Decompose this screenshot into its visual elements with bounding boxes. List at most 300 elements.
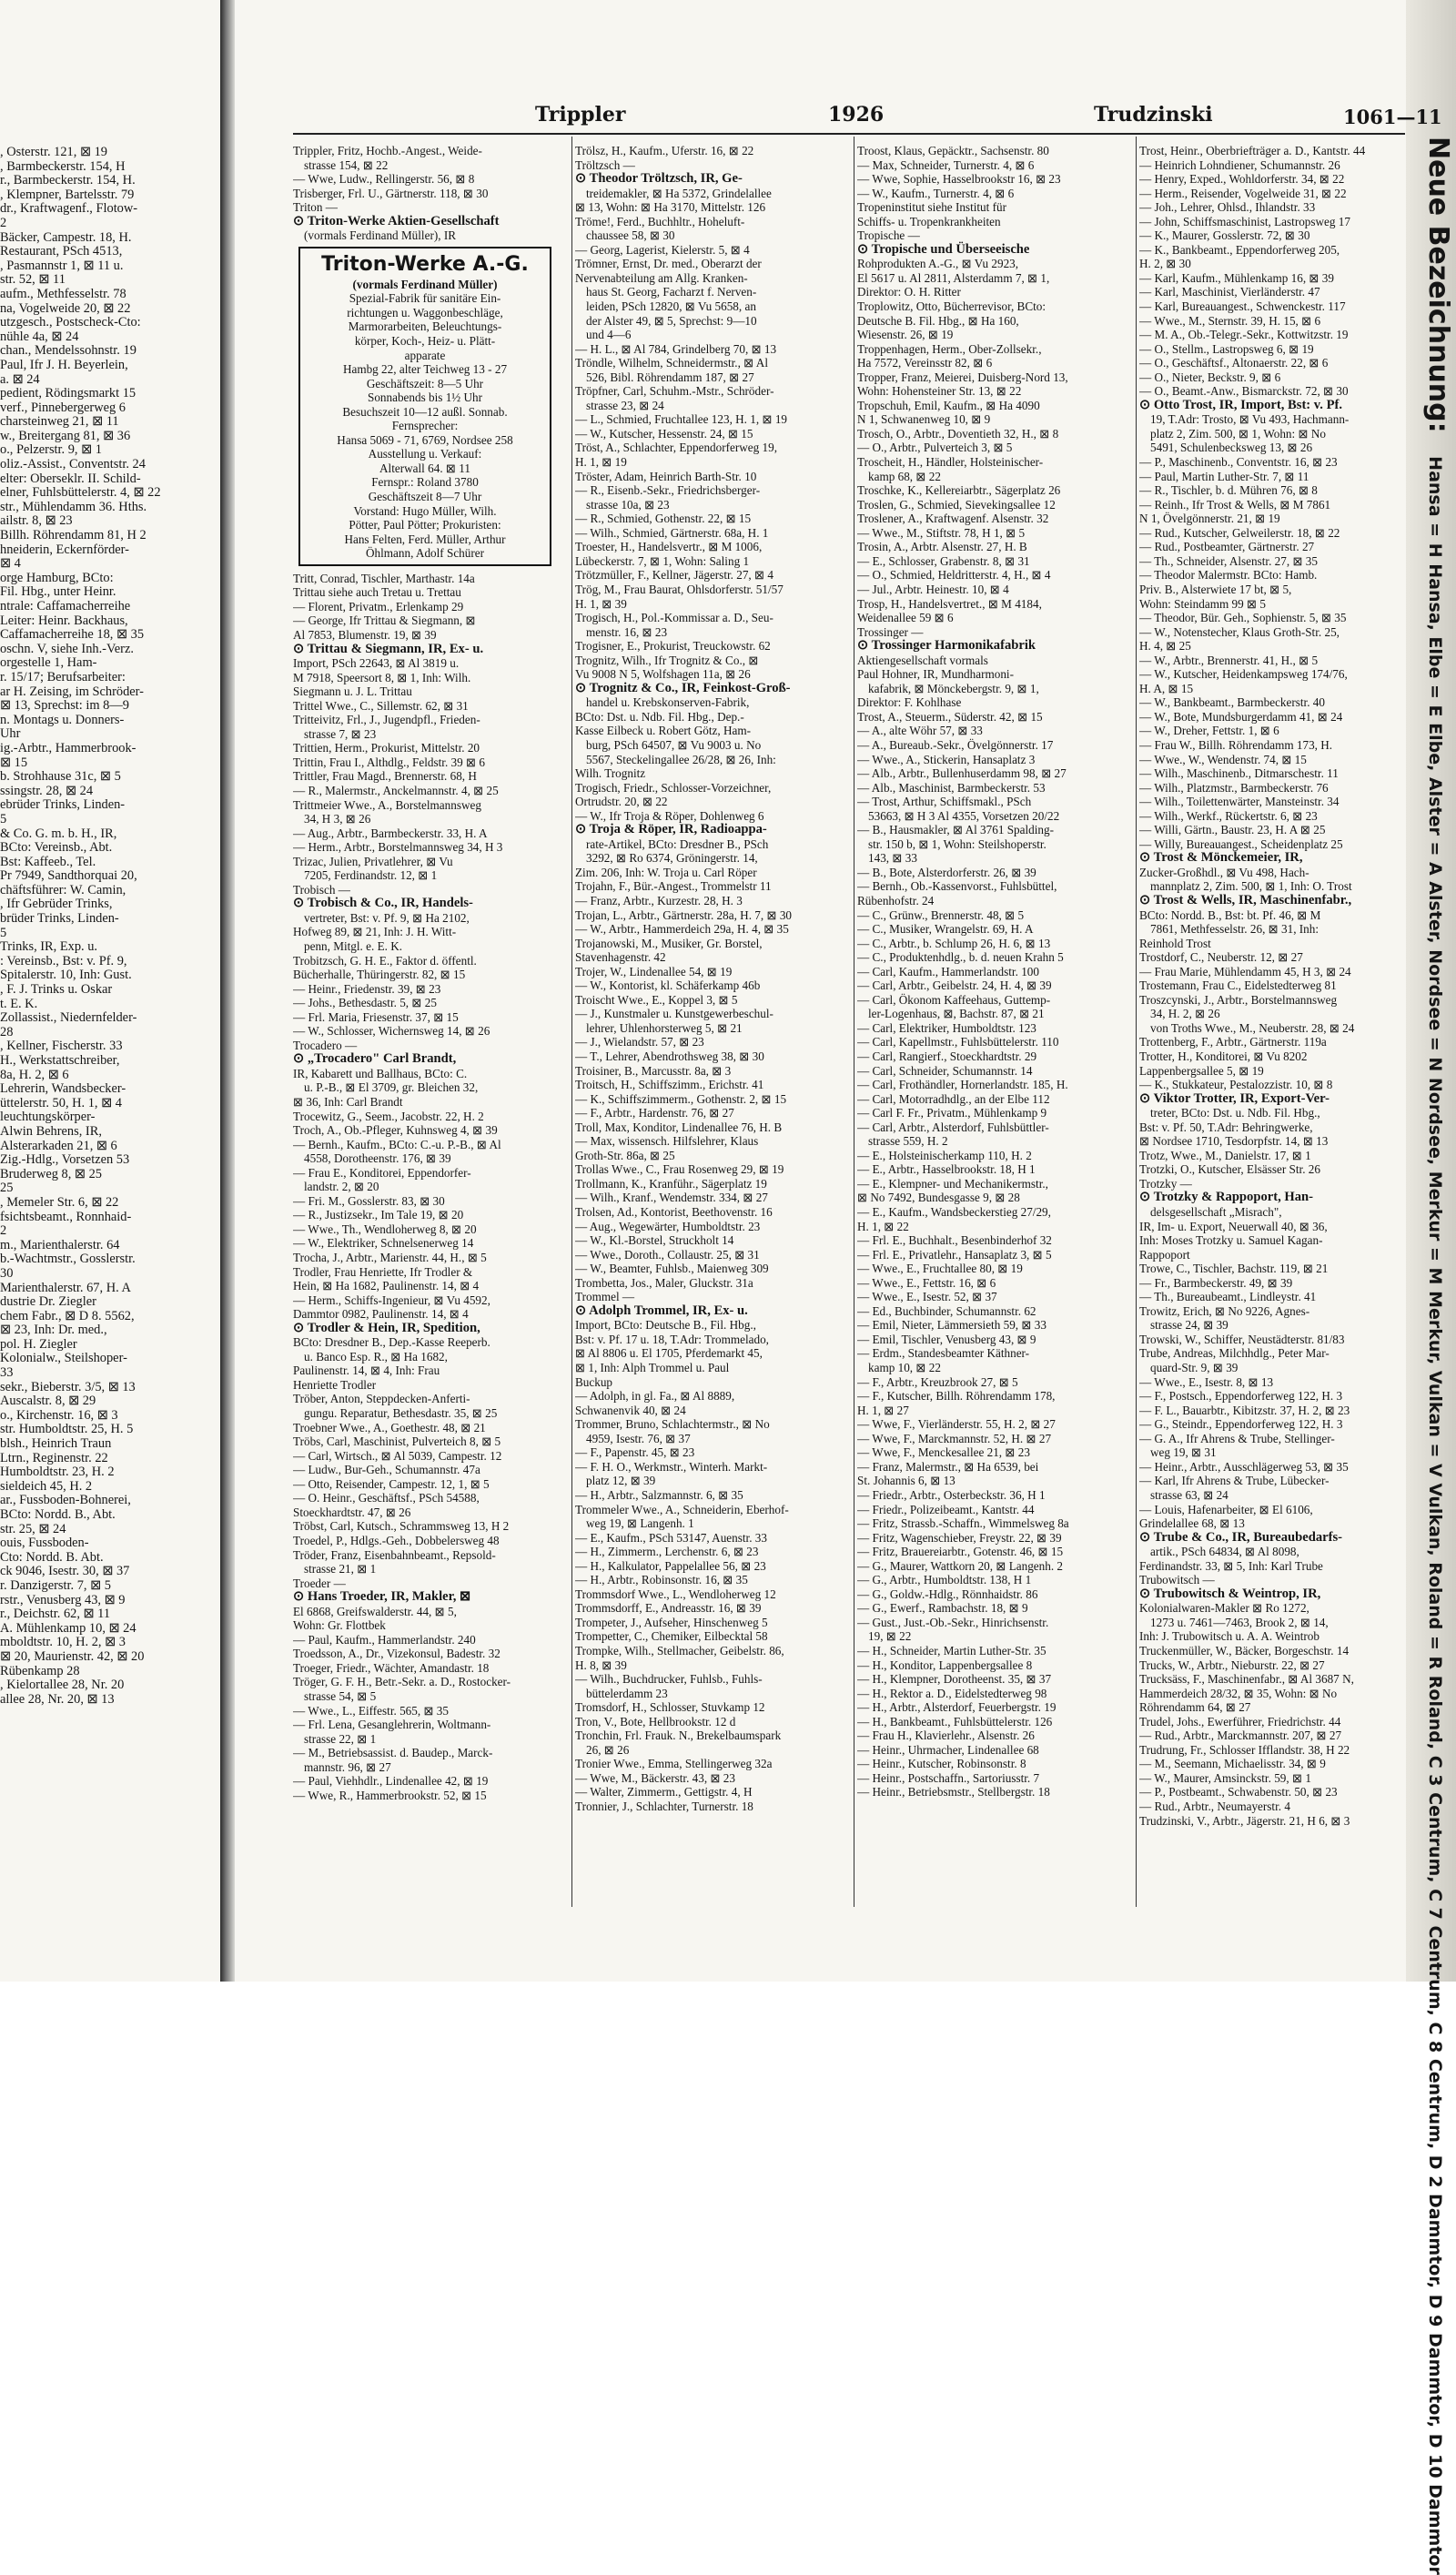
directory-entry-line: — Max, wissensch. Hilfslehrer, Klaus	[575, 1134, 759, 1149]
directory-entry-line: — Herm., Reisender, Vogelweide 31, ⊠ 22	[1139, 186, 1347, 200]
directory-entry-line: — M., Betriebsassist. d. Baudep., Marck-	[293, 1746, 493, 1760]
directory-entry-line: — H., Konditor, Lappenbergsallee 8	[857, 1658, 1033, 1672]
directory-entry-line: strasse 23, ⊠ 24	[586, 398, 664, 412]
directory-entry-line: Trittien, Herm., Prokurist, Mittelstr. 20	[293, 741, 480, 755]
directory-entry-line: — Aug., Wegewärter, Humboldtstr. 23	[575, 1219, 761, 1233]
directory-entry-line: a. ⊠ 24	[0, 371, 40, 387]
directory-entry-line: Kolonialw., Steilshoper-	[0, 1351, 127, 1366]
directory-entry-line: Lappenbergsallee 5, ⊠ 19	[1139, 1063, 1264, 1078]
directory-entry-line: — Fr., Barmbeckerstr. 49, ⊠ 39	[1139, 1275, 1293, 1290]
directory-entry-line: b. Strohhause 31c, ⊠ 5	[0, 769, 121, 785]
directory-entry-line: ⊠ 20, Maurienstr. 42, ⊠ 20	[0, 1648, 145, 1664]
directory-entry-line: — Heinr., Uhrmacher, Lindenallee 68	[857, 1742, 1039, 1757]
directory-entry-line: — W., Kutscher, Hessenstr. 24, ⊠ 15	[575, 426, 753, 441]
directory-entry-line: Tromsdorf, H., Schlosser, Stuvkamp 12	[575, 1700, 765, 1715]
directory-entry-line: Kasse Eilbeck u. Robert Götz, Ham-	[575, 724, 751, 738]
directory-entry-line: ⊠ 4	[0, 556, 21, 572]
directory-entry-line: Zig.-Hdlg., Vorsetzen 53	[0, 1152, 130, 1168]
directory-entry-line: — G., Arbtr., Humboldtstr. 138, H 1	[857, 1573, 1032, 1587]
directory-entry-line: Bst: v. Pf. 50, T.Adr: Behringwerke,	[1139, 1120, 1313, 1134]
directory-entry-line: — Carl, Rangierf., Stoeckhardtstr. 29	[857, 1049, 1037, 1063]
directory-entry-line: Troszcynski, J., Arbtr., Borstelmannsweg	[1139, 992, 1338, 1007]
directory-entry-line: — W., Dreher, Fettstr. 1, ⊠ 6	[1139, 724, 1279, 738]
directory-entry-line: weg 19, ⊠ 31	[1150, 1445, 1217, 1460]
directory-entry-line: Siegmann u. J. L. Trittau	[293, 684, 412, 699]
directory-entry-line: orgestelle 1, Ham-	[0, 655, 97, 671]
directory-entry-line: Trotz, Wwe., M., Danielstr. 17, ⊠ 1	[1139, 1148, 1311, 1162]
directory-entry-line: — Heinrich Lohndiener, Schumannstr. 26	[1139, 157, 1340, 172]
directory-entry-line: — Wwe., L., Eiffestr. 565, ⊠ 35	[293, 1703, 449, 1718]
directory-entry-line: ⊠ 36, Inh: Carl Brandt	[293, 1095, 403, 1109]
directory-entry-line: ler-Logenhaus, ⊠, Bachstr. 87, ⊠ 21	[868, 1007, 1045, 1021]
directory-entry-line: ssingstr. 28, ⊠ 24	[0, 783, 94, 798]
directory-entry-line: — Wwe, F., Menckesallee 21, ⊠ 23	[857, 1445, 1030, 1460]
directory-entry-line: — W., Kutscher, Heidenkampsweg 174/76,	[1139, 667, 1348, 682]
directory-entry-line: Trollmann, K., Kranführ., Sägerplatz 19	[575, 1176, 767, 1191]
directory-entry-line: — A., alte Wöhr 57, ⊠ 33	[857, 724, 983, 738]
directory-entry-line: — K., Schiffszimmerm., Gothenstr. 2, ⊠ 15	[575, 1091, 787, 1106]
directory-entry-line: Alwin Behrens, IR,	[0, 1123, 102, 1139]
directory-entry-line: — Theodor, Bür. Geh., Sophienstr. 5, ⊠ 35	[1139, 611, 1347, 625]
directory-entry-line: Trombetta, Jos., Maler, Gluckstr. 31a	[575, 1275, 753, 1290]
directory-entry-line: chaussee 58, ⊠ 30	[586, 228, 675, 243]
directory-entry-line: — Carl, Schneider, Schumannstr. 14	[857, 1063, 1033, 1078]
directory-entry-line: — Max, Schneider, Turnerstr. 4, ⊠ 6	[857, 157, 1035, 172]
directory-entry-line: — Friedr., Polizeibeamt., Kantstr. 44	[857, 1502, 1035, 1516]
directory-entry-line: — Rud., Kutscher, Gelweilerstr. 18, ⊠ 22	[1139, 525, 1340, 540]
directory-entry-line: Inh: Moses Trotzky u. Samuel Kagan-	[1139, 1233, 1323, 1248]
ad-line: Besuchszeit 10—12 außl. Sonnab.	[342, 404, 508, 419]
ad-line: Fernspr.: Roland 3780	[371, 475, 479, 490]
directory-entry-line: — P., Maschinenb., Conventstr. 16, ⊠ 23	[1139, 455, 1338, 470]
directory-entry-line: ⊠ 13, Wohn: ⊠ Ha 3170, Mittelstr. 126	[575, 200, 766, 215]
directory-entry-line: str. Humboldtstr. 25, H. 5	[0, 1422, 134, 1437]
directory-entry-line: — Wwe., W., Wendenstr. 74, ⊠ 15	[1139, 752, 1307, 766]
directory-entry-line: H. 4, ⊠ 25	[1139, 639, 1191, 654]
directory-entry-line: H. 1, ⊠ 27	[857, 1403, 909, 1417]
directory-entry-line: — Frl. E., Privatlehr., Hansaplatz 3, ⊠ 5	[857, 1247, 1052, 1262]
directory-entry-line: — L., Schmied, Fruchtallee 123, H. 1, ⊠ 19	[575, 412, 788, 427]
directory-entry-line: Tröpfner, Carl, Schuhm.-Mstr., Schröder-	[575, 384, 774, 399]
directory-entry-line: Tritt, Conrad, Tischler, Marthastr. 14a	[293, 571, 475, 585]
directory-entry-line: ck 9046, Isestr. 30, ⊠ 37	[0, 1564, 130, 1579]
directory-entry-line: — Paul, Martin Luther-Str. 7, ⊠ 11	[1139, 469, 1309, 483]
directory-entry-line: Nervenabteilung am Allg. Kranken-	[575, 270, 748, 285]
directory-entry-line: Trommeler Wwe., A., Schneiderin, Eberhof-	[575, 1502, 789, 1516]
directory-entry-line: — E., Schlosser, Grabenstr. 8, ⊠ 31	[857, 553, 1030, 568]
directory-entry-line: BCto: Nordd. B., Abt.	[0, 1507, 116, 1522]
directory-entry-line: lehrer, Uhlenhorsterweg 5, ⊠ 21	[586, 1020, 743, 1035]
directory-entry-line: Inh: J. Trubowitsch u. A. A. Weintrob	[1139, 1629, 1320, 1644]
directory-entry-line: Zucker-Großhdl., ⊠ Vu 498, Hach-	[1139, 865, 1309, 879]
directory-entry-line: ⊠ 1, Inh: Alph Trommel u. Paul	[575, 1361, 730, 1375]
directory-entry-line: , Memeler Str. 6, ⊠ 22	[0, 1194, 119, 1210]
directory-entry-line: Stoeckhardtstr. 47, ⊠ 26	[293, 1505, 411, 1519]
directory-entry-line: Trompke, Wilh., Stellmacher, Geibelstr. 86,	[575, 1643, 784, 1658]
header-last-entry: Trudzinski	[1094, 103, 1213, 127]
directory-entry-line: Tröder, Franz, Eisenbahnbeamt., Repsold-	[293, 1547, 496, 1562]
directory-entry-line: ⊙ Trube & Co., IR, Bureaubedarfs-	[1139, 1529, 1343, 1545]
directory-entry-line: Direktor: F. Kohlhase	[857, 695, 962, 710]
directory-entry-line: Caffamacherreihe 18, ⊠ 35	[0, 627, 145, 643]
directory-entry-line: 28	[0, 1024, 14, 1039]
directory-entry-line: 4959, Isestr. 76, ⊠ 37	[586, 1431, 691, 1445]
directory-entry-line: Ferdinandstr. 33, ⊠ 5, Inh: Karl Trube	[1139, 1558, 1323, 1573]
directory-entry-line: Troitsch, H., Schiffszimm., Erichstr. 41	[575, 1078, 764, 1092]
directory-entry-line: Truckenmüller, W., Bäcker, Borgeschstr. 14	[1139, 1643, 1350, 1658]
directory-entry-line: Bruderweg 8, ⊠ 25	[0, 1166, 102, 1181]
directory-entry-line: Trittler, Frau Magd., Brennerstr. 68, H	[293, 769, 477, 784]
directory-entry-line: nühle 4a, ⊠ 24	[0, 329, 79, 344]
directory-entry-line: — E., Arbtr., Hasselbrookstr. 18, H 1	[857, 1162, 1036, 1177]
directory-entry-line: chan., Mendelssohnstr. 19	[0, 343, 136, 359]
directory-entry-line: Trostdorf, C., Neuberstr. 12, ⊠ 27	[1139, 950, 1303, 965]
directory-entry-line: kafabrik, ⊠ Mönckebergstr. 9, ⊠ 1,	[868, 681, 1039, 695]
directory-entry-line: Restaurant, PSch 4513,	[0, 244, 123, 259]
header-year: 1926	[828, 103, 885, 127]
directory-entry-line: haus St. Georg, Facharzt f. Nerven-	[586, 285, 757, 299]
directory-entry-line: Trisberger, Frl. U., Gärtnerstr. 118, ⊠ 30	[293, 186, 489, 200]
directory-entry-line: platz 2, Zim. 500, ⊠ 1, Wohn: ⊠ No	[1150, 426, 1326, 441]
directory-entry-line: Trolsen, Ad., Kontorist, Beethovenstr. 16	[575, 1205, 773, 1220]
directory-entry-line: 53663, ⊠ H 3 Al 4355, Vorsetzen 20/22	[868, 808, 1060, 823]
directory-entry-line: ntrale: Caffamacherreihe	[0, 599, 131, 613]
directory-entry-line: — T., Lehrer, Abendrothsweg 38, ⊠ 30	[575, 1049, 764, 1063]
directory-entry-line: elner, Fuhlsbüttelerstr. 4, ⊠ 22	[0, 485, 161, 501]
directory-entry-line: — Carl, Elektriker, Humboldtstr. 123	[857, 1020, 1036, 1035]
directory-entry-line: — Wilh., Maschinenb., Ditmarschestr. 11	[1139, 766, 1339, 781]
directory-entry-line: Troll, Max, Konditor, Lindenallee 76, H. B	[575, 1120, 783, 1134]
directory-entry-line: ⊙ Adolph Trommel, IR, Ex- u.	[575, 1303, 748, 1318]
directory-entry-line: 25	[0, 1181, 14, 1196]
directory-entry-line: Schiffs- u. Tropenkrankheiten	[857, 214, 1001, 228]
directory-entry-line: Tritteivitz, Frl., J., Jugendpfl., Frieden-	[293, 713, 480, 727]
directory-entry-line: ⊙ Hans Troeder, IR, Makler, ⊠	[293, 1589, 471, 1605]
directory-entry-line: Fil. Hbg., unter Heinr.	[0, 584, 116, 600]
directory-entry-line: — K., Stukkateur, Pestalozzistr. 10, ⊠ 8	[1139, 1078, 1333, 1092]
directory-entry-line: Troedel, P., Hdlgs.-Geh., Dobbelersweg 48	[293, 1533, 500, 1547]
ad-line: Vorstand: Hugo Müller, Wilh.	[353, 503, 497, 518]
directory-entry-line: — Karl, Maschinist, Vierländerstr. 47	[1139, 285, 1320, 299]
directory-entry-line: Trudzinski, V., Arbtr., Jägerstr. 21, H 6, ⊠ 3	[1139, 1813, 1350, 1828]
directory-entry-line: u. Banco Esp. R., ⊠ Ha 1682,	[304, 1349, 448, 1364]
directory-entry-line: — Franz, Malermstr., ⊠ Ha 6539, bei	[857, 1459, 1039, 1474]
directory-entry-line: — Carl, Frothändler, Hornerlandstr. 185, H.	[857, 1078, 1068, 1092]
directory-entry-line: Trocha, J., Arbtr., Marienstr. 44, H., ⊠ 5	[293, 1251, 487, 1265]
directory-entry-line: — Wilh., Kranf., Wendemstr. 334, ⊠ 27	[575, 1191, 768, 1205]
directory-entry-line: — Franz, Arbtr., Kurzestr. 28, H. 3	[575, 893, 743, 907]
directory-entry-line: H. 1, ⊠ 19	[575, 455, 627, 470]
directory-entry-line: , Kellner, Fischerstr. 33	[0, 1039, 123, 1054]
directory-entry-line: strasse 559, H. 2	[868, 1134, 948, 1149]
directory-entry-line: — H., Arbtr., Alsterdorf, Feuerbergstr. 19	[857, 1700, 1057, 1715]
directory-entry-line: leiden, PSch 12820, ⊠ Vu 5658, an	[586, 299, 756, 314]
directory-entry-line: — Wwe, Sophie, Hasselbrookstr 16, ⊠ 23	[857, 172, 1061, 187]
directory-entry-line: 5	[0, 811, 7, 826]
directory-entry-line: — F., Arbtr., Kreuzbrook 27, ⊠ 5	[857, 1374, 1018, 1389]
directory-entry-line: — Wwe., Th., Wendloherweg 8, ⊠ 20	[293, 1222, 477, 1236]
directory-entry-line: — B., Bote, Alsterdorferstr. 26, ⊠ 39	[857, 865, 1036, 879]
directory-entry-line: penn, Mitgl. e. E. K.	[304, 938, 403, 953]
directory-entry-line: landstr. 2, ⊠ 20	[304, 1180, 379, 1194]
directory-entry-line: , Klempner, Bartelsstr. 79	[0, 187, 135, 202]
directory-entry-line: ⊠ No 7492, Bundesgasse 9, ⊠ 28	[857, 1191, 1020, 1205]
directory-entry-line: 34, H 3, ⊠ 26	[304, 812, 371, 826]
directory-entry-line: Paul, Ifr J. H. Beyerlein,	[0, 357, 128, 372]
directory-entry-line: — F. H. O., Werkmstr., Winterh. Markt-	[575, 1459, 768, 1474]
directory-entry-line: Buckup	[575, 1374, 613, 1389]
directory-entry-line: strasse 154, ⊠ 22	[304, 157, 389, 172]
directory-entry-line: strasse 22, ⊠ 1	[304, 1731, 377, 1746]
directory-entry-line: oschn. V, siehe Inh.-Verz.	[0, 641, 134, 656]
directory-entry-line: — Karl, Ifr Ahrens & Trube, Lübecker-	[1139, 1474, 1330, 1488]
directory-entry-line: Trottenberg, F., Arbtr., Gärtnerstr. 119a	[1139, 1035, 1327, 1049]
triton-advertisement	[298, 247, 551, 566]
directory-entry-line: kamp 68, ⊠ 22	[868, 469, 941, 483]
directory-entry-line: 5567, Steckelingallee 26/28, ⊠ 26, Inh:	[586, 752, 776, 766]
directory-entry-line: — Heinr., Arbtr., Ausschlägerweg 53, ⊠ 35	[1139, 1459, 1349, 1474]
directory-entry-line: — Frl. Lena, Gesanglehrerin, Woltmann-	[293, 1718, 491, 1732]
directory-entry-line: Tropeninstitut siehe Institut für	[857, 200, 1006, 215]
directory-entry-line: ⊙ Trodler & Hein, IR, Spedition,	[293, 1320, 480, 1335]
ad-line: richtungen u. Waggonbeschläge,	[347, 305, 503, 319]
directory-entry-line: kamp 10, ⊠ 22	[868, 1361, 941, 1375]
directory-entry-line: — Th., Bureaubeamt., Lindleystr. 41	[1139, 1290, 1317, 1304]
directory-entry-line: ⊙ Trittau & Siegmann, IR, Ex- u.	[293, 641, 484, 656]
directory-entry-line: BCto: Vereinsb., Abt.	[0, 840, 113, 856]
directory-entry-line: Trotzky —	[1139, 1176, 1192, 1191]
directory-entry-line: mboldtstr. 10, H. 2, ⊠ 3	[0, 1635, 126, 1650]
directory-entry-line: Dammtor 0982, Paulinenstr. 14, ⊠ 4	[293, 1307, 469, 1322]
directory-entry-line: gungu. Reparatur, Bethesdastr. 35, ⊠ 25	[304, 1406, 498, 1421]
directory-entry-line: Trudel, Johs., Ewerführer, Friedrichstr. 44	[1139, 1714, 1341, 1728]
directory-entry-line: — Wilh., Buchdrucker, Fuhlsb., Fuhls-	[575, 1672, 763, 1687]
directory-entry-line: ⊙ Viktor Trotter, IR, Export-Ver-	[1139, 1090, 1330, 1106]
directory-entry-line: — Fritz, Brauereiarbtr., Gotenstr. 46, ⊠ 15	[857, 1545, 1064, 1559]
directory-entry-line: 2	[0, 1223, 7, 1239]
directory-entry-line: Trobitzsch, G. H. E., Faktor d. öffentl.	[293, 953, 477, 968]
directory-entry-line: — R., Tischler, b. d. Mühren 76, ⊠ 8	[1139, 483, 1318, 498]
directory-entry-line: — G., Steindr., Eppendorferweg 122, H. 3	[1139, 1417, 1343, 1432]
directory-entry-line: — Heinr., Kutscher, Robinsonstr. 8	[857, 1757, 1026, 1771]
directory-entry-line: m., Marienthalerstr. 64	[0, 1237, 120, 1252]
directory-entry-line: Trög, M., Frau Baurat, Ohlsdorferstr. 51/57	[575, 582, 784, 596]
directory-entry-line: El 6868, Greifswalderstr. 44, ⊠ 5,	[293, 1604, 457, 1618]
directory-entry-line: — O., Arbtr., Pulverteich 3, ⊠ 5	[857, 441, 1013, 455]
directory-entry-line: Spitalerstr. 10, Inh: Gust.	[0, 968, 132, 983]
directory-entry-line: 5	[0, 925, 7, 940]
directory-entry-line: strasse 21, ⊠ 1	[304, 1562, 377, 1576]
directory-entry-line: str. 25, ⊠ 24	[0, 1521, 66, 1536]
directory-entry-line: weg 19, ⊠ Langenh. 1	[586, 1516, 694, 1531]
directory-entry-line: — Frau H., Klavierlehr., Alsenstr. 26	[857, 1728, 1035, 1743]
directory-entry-line: — Paul, Viehhdlr., Lindenallee 42, ⊠ 19	[293, 1774, 489, 1789]
directory-entry-line: — Wilh., Platzmstr., Barmbeckerstr. 76	[1139, 780, 1329, 795]
directory-entry-line: Lübeckerstr. 7, ⊠ 1, Wohn: Saling 1	[575, 553, 750, 568]
directory-entry-line: na, Vogelweide 20, ⊠ 22	[0, 300, 131, 316]
directory-entry-line: Tröltzsch —	[575, 157, 635, 172]
directory-entry-line: Troch, A., Ob.-Pfleger, Kuhnsweg 4, ⊠ 39	[293, 1123, 498, 1138]
directory-entry-line: — Carl, Wirtsch., ⊠ Al 5039, Campestr. 12	[293, 1448, 502, 1463]
directory-entry-line: Trömner, Ernst, Dr. med., Oberarzt der	[575, 257, 762, 271]
directory-entry-line: (vormals Ferdinand Müller), IR	[304, 228, 457, 243]
directory-entry-line: dustrie Dr. Ziegler	[0, 1294, 96, 1310]
directory-entry-line: — W., Maurer, Amsinckstr. 59, ⊠ 1	[1139, 1770, 1311, 1785]
directory-entry-line: Lehrerin, Wandsbecker-	[0, 1081, 126, 1097]
directory-entry-line: — Walter, Zimmerm., Gettigstr. 4, H	[575, 1785, 753, 1799]
directory-entry-line: r., Barmbeckerstr. 154, H.	[0, 173, 136, 188]
directory-entry-line: Pr 7949, Sandthorquai 20,	[0, 868, 137, 884]
directory-entry-line: — W., Elektriker, Schnelsenerweg 14	[293, 1236, 474, 1251]
directory-entry-line: Troischt Wwe., E., Koppel 3, ⊠ 5	[575, 992, 738, 1007]
directory-entry-line: Troppenhagen, Herm., Ober-Zollsekr.,	[857, 341, 1042, 356]
directory-entry-line: — Theodor Malermstr. BCto: Hamb.	[1139, 568, 1318, 583]
directory-entry-line: Tropschuh, Emil, Kaufm., ⊠ Ha 4090	[857, 398, 1040, 412]
directory-entry-line: u. P.-B., ⊠ El 3709, gr. Bleichen 32,	[304, 1080, 479, 1095]
directory-entry-line: 8a, H. 2, ⊠ 6	[0, 1067, 69, 1082]
directory-entry-line: ar H. Zeising, im Schröder-	[0, 684, 144, 699]
directory-entry-line: — Rud., Arbtr., Marckmannstr. 207, ⊠ 27	[1139, 1728, 1342, 1743]
directory-entry-line: — W., Arbtr., Brennerstr. 41, H., ⊠ 5	[1139, 653, 1319, 667]
ad-line: Ausstellung u. Verkauf:	[368, 447, 482, 461]
directory-entry-line: Marienthalerstr. 67, H. A	[0, 1280, 131, 1295]
directory-entry-line: Tron, V., Bote, Hellbrookstr. 12 d	[575, 1714, 736, 1728]
directory-entry-line: — Wwe, Ludw., Rellingerstr. 56, ⊠ 8	[293, 172, 475, 187]
directory-entry-line: — Gust., Just.-Ob.-Sekr., Hinrichsenstr.	[857, 1615, 1049, 1629]
directory-entry-line: ar., Fussboden-Bohnerei,	[0, 1493, 131, 1508]
directory-entry-line: — W., Arbtr., Hammerdeich 29a, H. 4, ⊠ 35	[575, 922, 789, 937]
directory-entry-line: ⊙ Triton-Werke Aktien-Gesellschaft	[293, 213, 500, 228]
directory-entry-line: 30	[0, 1265, 14, 1281]
directory-entry-line: Röhrendamm 64, ⊠ 27	[1139, 1700, 1251, 1715]
directory-entry-line: strasse 63, ⊠ 24	[1150, 1487, 1228, 1502]
directory-entry-line: — Herm., Arbtr., Borstelmannsweg 34, H 3	[293, 840, 503, 855]
directory-entry-line: — E., Kaufm., PSch 53147, Auenstr. 33	[575, 1530, 767, 1545]
directory-entry-line: ⊙ Trost & Mönckemeier, IR,	[1139, 850, 1303, 866]
directory-entry-line: leuchtungskörper-	[0, 1110, 96, 1125]
ad-title: Triton-Werke A.-G.	[321, 252, 529, 276]
directory-entry-line: Trojer, W., Lindenallee 54, ⊠ 19	[575, 964, 733, 978]
directory-entry-line: Tropische —	[857, 228, 920, 243]
directory-entry-line: Troebner Wwe., A., Goethestr. 48, ⊠ 21	[293, 1420, 486, 1434]
directory-entry-line: o., Kirchenstr. 16, ⊠ 3	[0, 1407, 118, 1423]
directory-entry-line: — W., Notenstecher, Klaus Groth-Str. 25,	[1139, 624, 1340, 639]
directory-entry-line: Wiesenstr. 26, ⊠ 19	[857, 328, 954, 342]
directory-entry-line: — Wilh., Werkf., Rückertstr. 6, ⊠ 23	[1139, 808, 1318, 823]
directory-entry-line: — F., Postsch., Eppendorferweg 122, H. 3	[1139, 1389, 1343, 1404]
directory-entry-line: strasse 54, ⊠ 5	[304, 1688, 377, 1703]
directory-entry-line: — O., Beamt.-Anw., Bismarckstr. 72, ⊠ 30	[1139, 384, 1349, 399]
directory-entry-line: — C., Musiker, Wrangelstr. 69, H. A	[857, 922, 1034, 937]
ad-line: Alterwall 64. ⊠ 11	[379, 461, 470, 475]
directory-entry-line: Trittin, Frau I., Althdlg., Feldstr. 39 ⊠ 6	[293, 755, 485, 769]
directory-entry-line: , F. J. Trinks u. Oskar	[0, 982, 113, 998]
directory-entry-line: orge Hamburg, BCto:	[0, 570, 114, 585]
directory-entry-line: — E., Klempner- und Mechanikermstr.,	[857, 1176, 1048, 1191]
directory-entry-line: BCto: Dresdner B., Dep.-Kasse Reeperb.	[293, 1335, 490, 1350]
directory-entry-line: Troedsson, A., Dr., Vizekonsul, Badestr. 32	[293, 1647, 500, 1661]
directory-entry-line: von Troths Wwe., M., Neuberstr. 28, ⊠ 24	[1150, 1020, 1355, 1035]
directory-entry-line: 33	[0, 1365, 14, 1381]
directory-entry-line: — Rud., Postbeamter, Gärtnerstr. 27	[1139, 540, 1315, 554]
directory-entry-line: — Wwe, R., Hammerbrookstr. 52, ⊠ 15	[293, 1788, 487, 1802]
column-1-entries-top	[293, 144, 557, 243]
directory-entry-line: Trowitz, Erich, ⊠ No 9226, Agnes-	[1139, 1303, 1310, 1318]
directory-entry-line: — Frau Marie, Mühlendamm 45, H 3, ⊠ 24	[1139, 964, 1351, 978]
directory-entry-line: Ltrn., Reginenstr. 22	[0, 1450, 108, 1465]
directory-entry-line: utzgesch., Postscheck-Cto:	[0, 315, 141, 330]
directory-entry-line: r. 15/17; Berufsarbeiter:	[0, 669, 126, 684]
directory-entry-line: der Alster 49, ⊠ 5, Sprechst: 9—10	[586, 313, 757, 328]
directory-entry-line: N 1, Schwanenweg 10, ⊠ 9	[857, 412, 991, 427]
ad-line: Öhlmann, Adolf Schürer	[365, 546, 485, 561]
directory-entry-line: chäftsführer: W. Camin,	[0, 882, 126, 897]
directory-entry-line: fsichtsbeamt., Ronnhaid-	[0, 1209, 132, 1224]
directory-entry-line: — Wilh., Toilettenwärter, Mansteinstr. 34	[1139, 795, 1340, 809]
directory-entry-line: — E., Kaufm., Wandsbeckerstieg 27/29,	[857, 1205, 1051, 1220]
directory-entry-line: — Bernh., Ob.-Kassenvorst., Fuhlsbüttel,	[857, 879, 1057, 894]
directory-entry-line: Trowe, C., Tischler, Bachstr. 119, ⊠ 21	[1139, 1262, 1329, 1276]
directory-entry-line: Wilh. Trognitz	[575, 766, 646, 781]
directory-entry-line: — H., Rektor a. D., Eidelstedterweg 98	[857, 1686, 1047, 1700]
directory-entry-line: 19, ⊠ 22	[868, 1629, 912, 1644]
directory-entry-line: H., Werkstattschreiber,	[0, 1053, 120, 1068]
directory-entry-line: Trölsz, H., Kaufm., Uferstr. 16, ⊠ 22	[575, 144, 754, 157]
directory-entry-line: rstr., Venusberg 43, ⊠ 9	[0, 1592, 126, 1607]
directory-entry-line: Trognitz, Wilh., Ifr Trognitz & Co., ⊠	[575, 653, 759, 667]
directory-entry-line: ⊙ Trubowitsch & Weintrop, IR,	[1139, 1586, 1321, 1601]
directory-entry-line: Trucksäss, F., Maschinenfabr., ⊠ Al 3687 N,	[1139, 1672, 1354, 1687]
directory-entry-line: — E., Holsteinischerkamp 110, H. 2	[857, 1148, 1032, 1162]
column-1-entries-bottom	[293, 572, 557, 1803]
directory-entry-line: Ha 7572, Vereinsstr 82, ⊠ 6	[857, 356, 993, 370]
facing-page-fragment	[0, 146, 218, 1911]
directory-entry-line: — H., Arbtr., Salzmannstr. 6, ⊠ 35	[575, 1487, 743, 1502]
directory-entry-line: Wohn: Steindamm 99 ⊠ 5	[1139, 596, 1266, 611]
directory-entry-line: ⊠ 15	[0, 755, 28, 770]
directory-entry-line: — Carl, Arbtr., Alsterdorf, Fuhlsbüttler-	[857, 1120, 1049, 1134]
directory-entry-line: — Wwe., E., Isestr. 52, ⊠ 37	[857, 1290, 997, 1304]
directory-entry-line: Stavenhagenstr. 42	[575, 950, 666, 965]
directory-entry-line: mannstr. 96, ⊠ 27	[304, 1759, 391, 1774]
directory-entry-line: Zim. 206, Inh: W. Troja u. Carl Röper	[575, 865, 757, 879]
directory-entry-line: — Wwe., M., Stiftstr. 78, H 1, ⊠ 5	[857, 525, 1026, 540]
directory-entry-line: 26, ⊠ 26	[586, 1742, 630, 1757]
directory-entry-line: ⊠ Al 8806 u. El 1705, Pferdemarkt 45,	[575, 1346, 763, 1361]
directory-entry-line: — Frl. E., Buchhalt., Besenbinderhof 32	[857, 1233, 1052, 1248]
directory-entry-line: — Carl, Ökonom Kaffeehaus, Guttemp-	[857, 992, 1051, 1007]
directory-entry-line: ⊙ Theodor Tröltzsch, IR, Ge-	[575, 171, 743, 187]
directory-entry-line: oliz.-Assist., Conventstr. 24	[0, 457, 146, 472]
directory-entry-line: Trittel Wwe., C., Sillemstr. 62, ⊠ 31	[293, 698, 469, 713]
directory-entry-line: — C., Arbtr., b. Schlump 26, H. 6, ⊠ 13	[857, 936, 1051, 950]
directory-entry-line: Direktor: O. H. Ritter	[857, 285, 961, 299]
margin-legend-codes: Hansa = H Hansa, Elbe = E Elbe, Alster = A Alster, Nordsee = N Nordsee, Merkur = M Merkur, Vulkan = V Vulkan, Roland = R Roland, C 3 Centrum, C 7 Centrum, C 8 Centrum, D 2 Dammtor, D 9 Dammtor, D 10 Dammtor	[1425, 456, 1445, 2575]
directory-entry-line: ouis, Fussboden-	[0, 1536, 89, 1551]
directory-entry-line: — Louis, Hafenarbeiter, ⊠ El 6106,	[1139, 1502, 1313, 1516]
directory-entry-line: — R., Eisenb.-Sekr., Friedrichsberger-	[575, 483, 761, 498]
directory-entry-line: — Georg, Lagerist, Kielerstr. 5, ⊠ 4	[575, 242, 750, 257]
directory-entry-line: Troisiner, B., Marcusstr. 8a, ⊠ 3	[575, 1063, 732, 1078]
directory-entry-line: Hein, ⊠ Ha 1682, Paulinenstr. 14, ⊠ 4	[293, 1279, 480, 1293]
directory-entry-line: — Wwe., E., Fruchtallee 80, ⊠ 19	[857, 1262, 1023, 1276]
directory-entry-line: — O., Geschäftsf., Altonaerstr. 22, ⊠ 6	[1139, 356, 1329, 370]
directory-entry-line: 526, Bibl. Röhrendamm 187, ⊠ 27	[586, 370, 754, 384]
directory-entry-line: Trommsdorff, E., Andreasstr. 16, ⊠ 39	[575, 1601, 762, 1616]
directory-entry-line: — Frl. Maria, Friesenstr. 37, ⊠ 15	[293, 1009, 459, 1024]
directory-entry-line: — W., Schlosser, Wichernsweg 14, ⊠ 26	[293, 1024, 490, 1039]
directory-entry-line: Trodler, Frau Henriette, Ifr Trodler &	[293, 1264, 473, 1279]
